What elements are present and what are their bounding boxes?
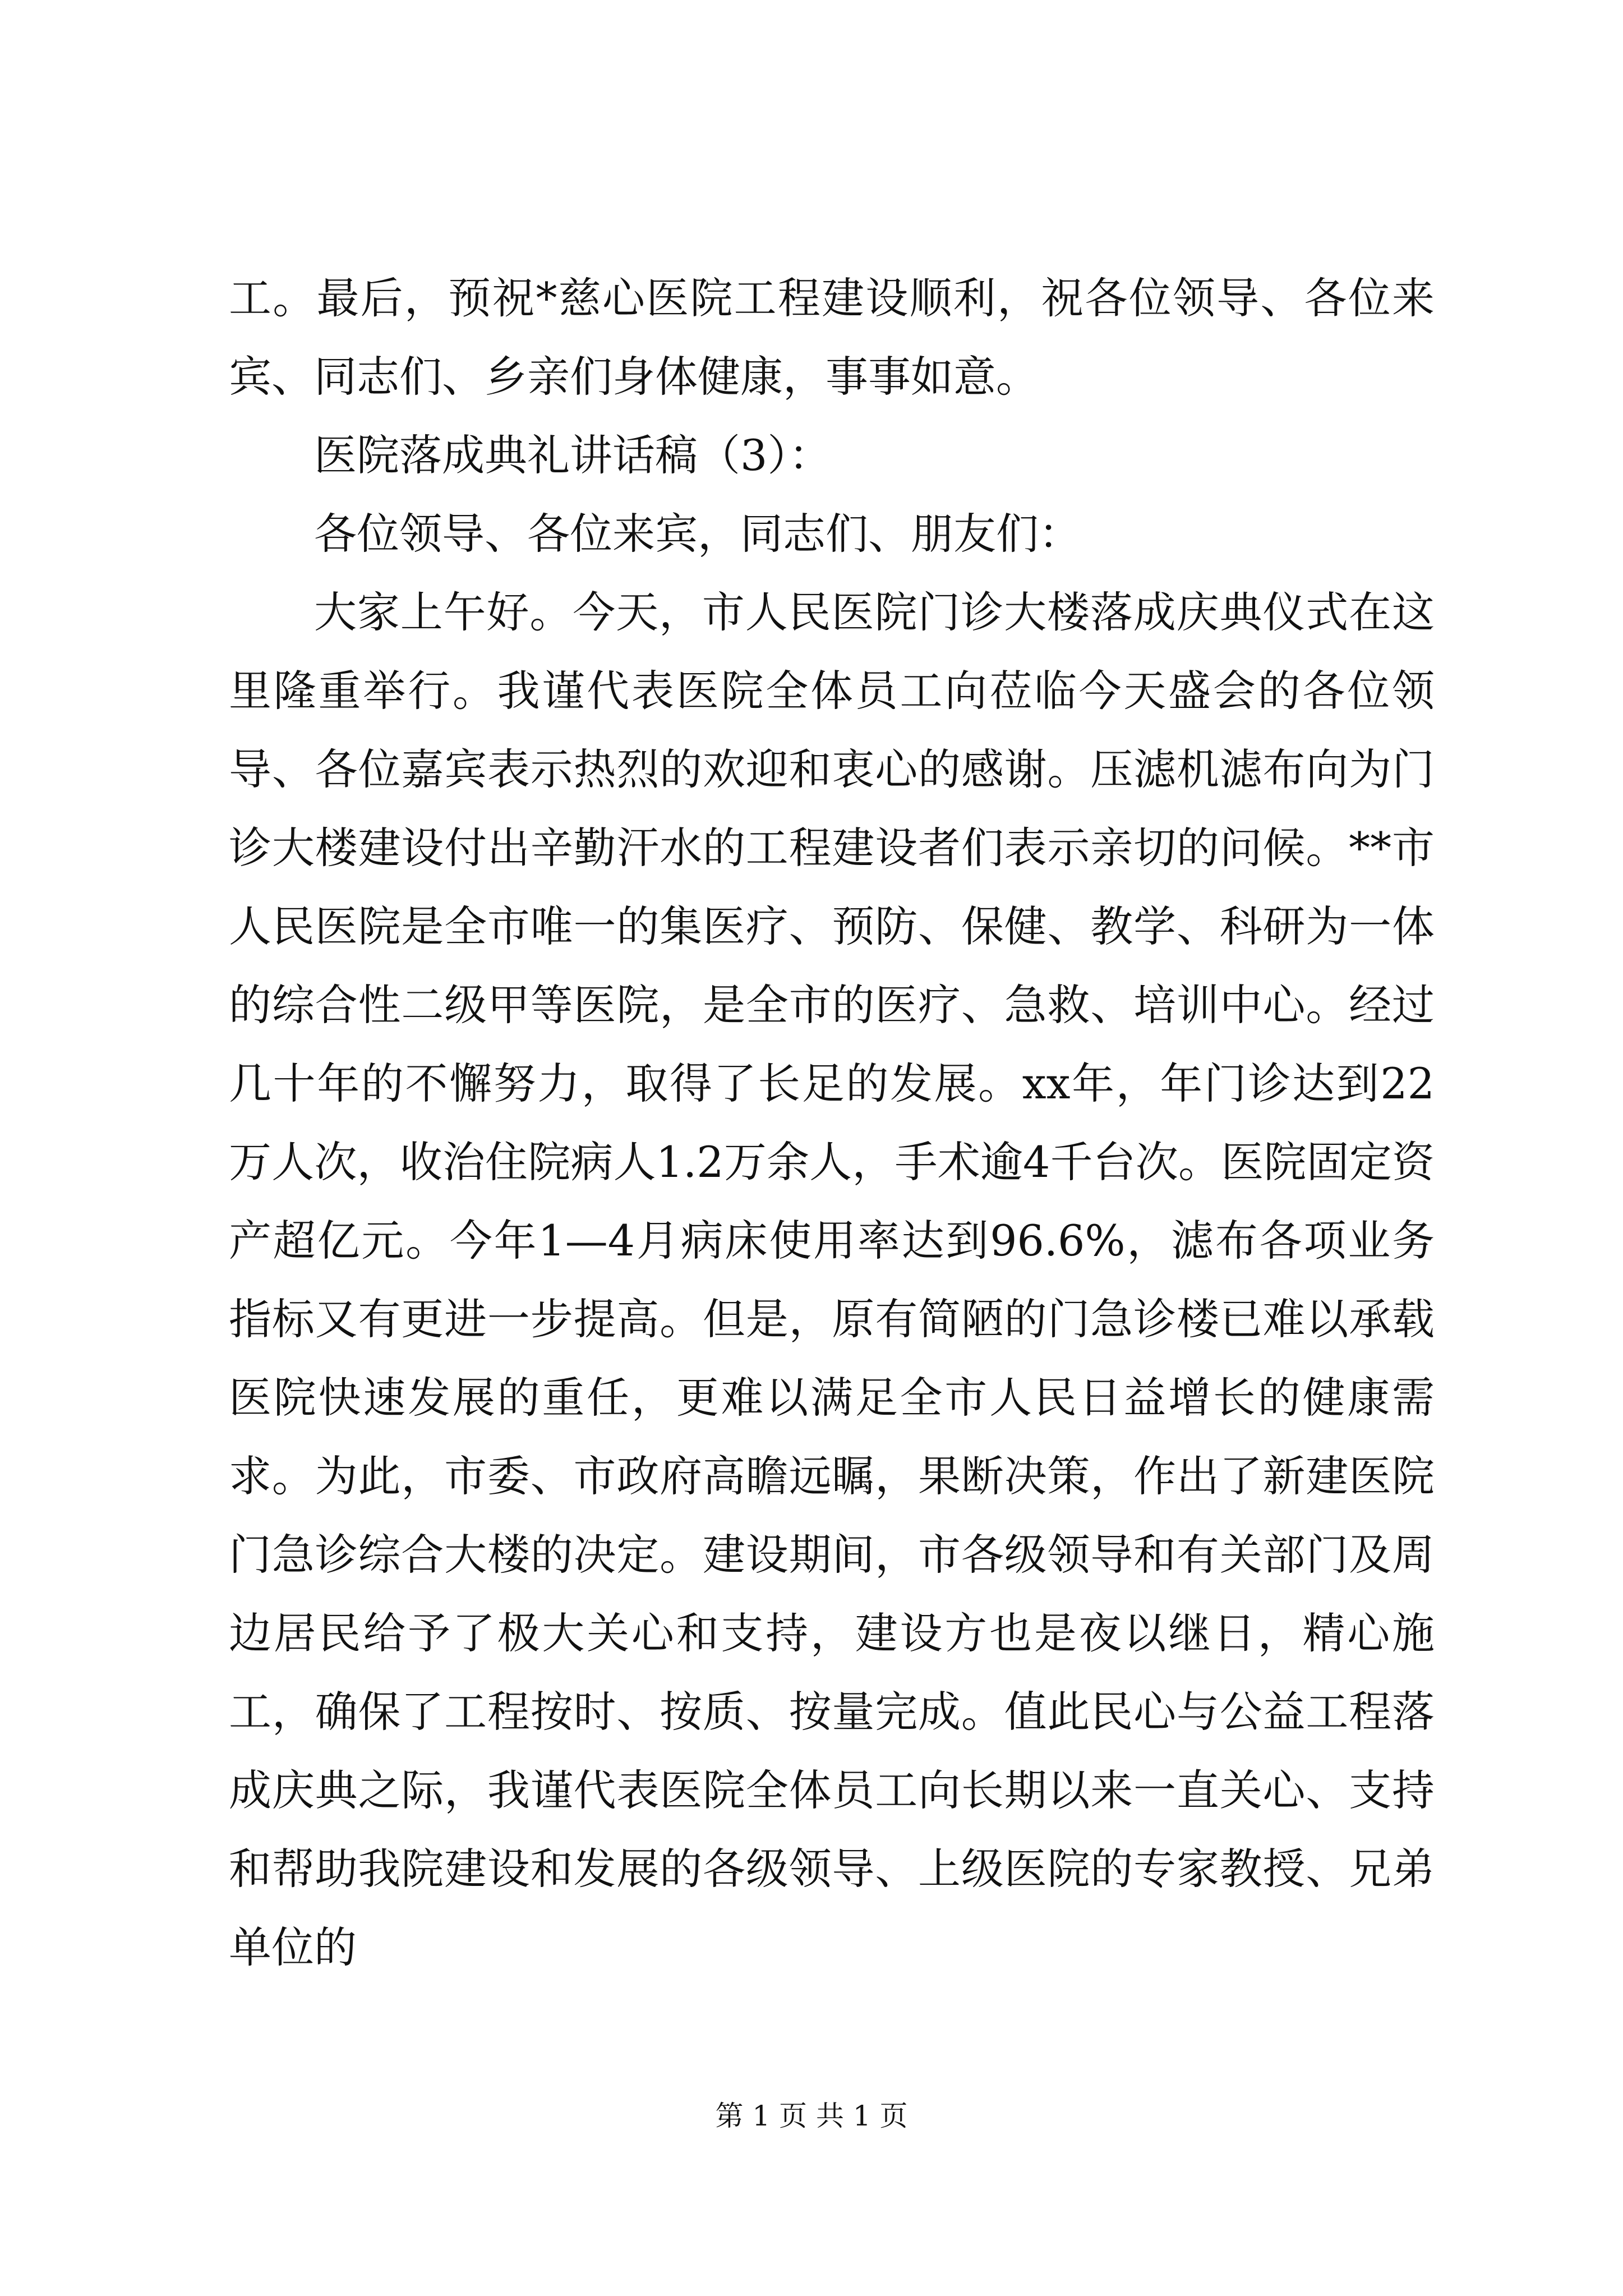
- page-footer: 第 1 页 共 1 页: [715, 2100, 908, 2132]
- paragraph-closing-remarks: 工。最后，预祝*慈心医院工程建设顺利，祝各位领导、各位来宾、同志们、乡亲们身体健康，事事如意。: [229, 273, 1435, 402]
- section-heading: 医院落成典礼讲话稿（3）：: [314, 430, 832, 480]
- paragraph-speech-body: 大家上午好。今天，市人民医院门诊大楼落成庆典仪式在这里隆重举行。我谨代表医院全体员工向莅临今天盛会的各位领导、各位嘉宾表示热烈的欢迎和衷心的感谢。压滤机滤布向为门诊大楼建设付出辛勤汗水的工程建设者们表示亲切的问候。**市人民医院是全市唯一的集医疗、预防、保健、教学、科研为一体的综合性二级甲等医院，是全市的医疗、急救、培训中心。经过几十年的不懈努力，取得了长足的发展。xx年，年门诊达到22万人次，收治住院病人1.2万余人，手术逾4千台次。医院固定资产超亿元。今年1—4月病床使用率达到96.6%，滤布各项业务指标又有更进一步提高。但是，原有简陋的门急诊楼已难以承载医院快速发展的重任，更难以满足全市人民日益增长的健康需求。为此，市委、市政府高瞻远瞩，果断决策，作出了新建医院门急诊综合大楼的决定。建设期间，市各级领导和有关部门及周边居民给予了极大关心和支持，建设方也是夜以继日，精心施工，确保了工程按时、按质、按量完成。值此民心与公益工程落成庆典之际，我谨代表医院全体员工向长期以来一直关心、支持和帮助我院建设和发展的各级领导、上级医院的专家教授、兄弟单位的: [229, 587, 1435, 1972]
- salutation: 各位领导、各位来宾，同志们、朋友们：: [314, 509, 1081, 559]
- document-body: [229, 259, 1435, 1987]
